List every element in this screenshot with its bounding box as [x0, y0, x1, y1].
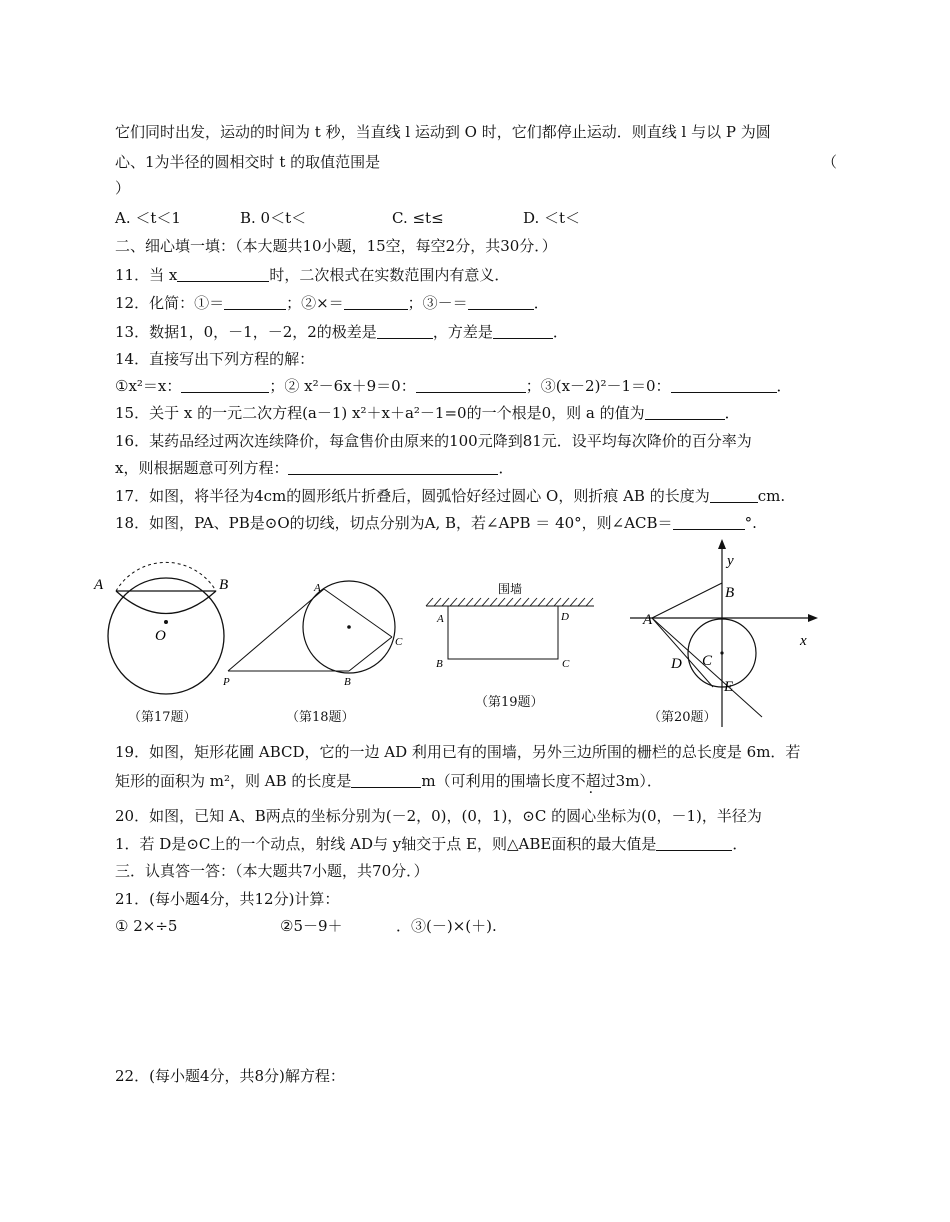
q15 — [115, 403, 740, 423]
q12-part4: ． — [533, 294, 549, 312]
fig18-center-point — [347, 625, 351, 629]
q14-blank-3[interactable] — [671, 378, 777, 393]
q16-line1: 16．某药品经过两次连续降价，每盒售价由原来的100元降到81元．设平均每次降价的百分率为 — [115, 432, 752, 450]
q13-part2: ，方差是 — [432, 323, 493, 341]
q13 — [115, 322, 568, 342]
q12-blank-1[interactable] — [224, 295, 286, 310]
q13-blank-2[interactable] — [493, 324, 553, 339]
q10-line2-text: 心、1为半径的圆相交时 t 的取值范围是 — [115, 153, 381, 171]
fig19-label-d: D — [561, 611, 569, 623]
q15-blank[interactable] — [645, 405, 725, 420]
q22-intro: 22．(每小题4分，共8分)解方程： — [115, 1067, 345, 1085]
q19-part1: 矩形的面积为 m²，则 AB 的长度是 — [115, 772, 352, 790]
q18-part1: 18．如图，PA、PB是⊙O的切线，切点分别为A, B，若∠APB ＝ 40°，则∠ACB＝ — [115, 514, 673, 532]
q11 — [115, 265, 509, 285]
q10-option-d: D. ＜t＜ — [523, 209, 581, 227]
q14-intro: 14．直接写出下列方程的解： — [115, 350, 315, 368]
q21-item-1: ① 2×÷5 — [115, 917, 178, 935]
fig20-label-y: y — [727, 553, 734, 569]
fig20-caption: （第20题） — [648, 710, 717, 725]
q11-pre: 11．当 x — [115, 266, 178, 284]
fig19-label-c: C — [562, 658, 570, 670]
q21-item-3: ．③(－)×(＋). — [396, 917, 497, 935]
q16-blank[interactable] — [288, 460, 498, 475]
q17-part1: 17．如图，将半径为4cm的圆形纸片折叠后，圆弧恰好经过圆心 O，则折痕 AB 的长度为 — [115, 487, 710, 505]
q10-paren-open: （ — [822, 153, 838, 171]
q14-part1: ①x²＝x： — [115, 377, 182, 395]
fig20-y-arrow — [718, 539, 726, 549]
q11-blank[interactable] — [177, 267, 269, 282]
q16-text: x，则根据题意可列方程： — [115, 459, 289, 477]
fig18-label-c: C — [395, 636, 403, 648]
fig19-label-b: B — [436, 658, 443, 670]
fig19-fence — [448, 606, 558, 659]
section3-header: 三．认真答一答：（本大题共7小题，共70分．） — [115, 862, 429, 880]
q14 — [115, 376, 792, 396]
q11-post: 时，二次根式在实数范围内有意义． — [269, 266, 510, 284]
q17-blank[interactable] — [710, 488, 758, 503]
fig18-chord-ac — [324, 589, 392, 637]
fig19-caption: （第19题） — [475, 695, 544, 710]
q10-option-c: C. ≤t≤ — [392, 209, 444, 227]
fig18-caption: （第18题） — [286, 710, 355, 725]
q12-blank-2[interactable] — [344, 295, 408, 310]
fig17-caption: （第17题） — [128, 710, 197, 725]
fig20-label-b: B — [725, 585, 735, 601]
q15-part1: 15．关于 x 的一元二次方程(a－1) x²＋x＋a²－1=0的一个根是0，则 a 的值为 — [115, 404, 645, 422]
fig18-label-p: P — [223, 676, 230, 688]
fig17-folded-arc — [116, 591, 216, 614]
fig20-label-c: C — [702, 653, 713, 669]
q13-blank-1[interactable] — [377, 324, 433, 339]
q18-blank[interactable] — [673, 515, 745, 530]
fig20-x-arrow — [808, 614, 818, 622]
q19-blank[interactable] — [351, 773, 421, 788]
fig19-wall-label: 围墙 — [498, 582, 523, 596]
q19-line2 — [115, 771, 662, 791]
fig19-wall-hatch — [426, 598, 593, 606]
q21-item-2: ②5－9＋ — [280, 917, 343, 935]
q19-part3: 3m）． — [615, 772, 662, 790]
q18 — [115, 513, 757, 533]
q12 — [115, 293, 549, 313]
fig20-label-d: D — [671, 656, 682, 672]
fig20-label-e: E — [724, 679, 734, 695]
q10-option-b: B. 0＜t＜ — [240, 209, 307, 227]
q20-line2 — [115, 834, 747, 854]
q14-part3: ；③(x－2)²－1＝0： — [525, 377, 671, 395]
q14-part2: ；② x²－6x＋9＝0： — [269, 377, 416, 395]
q12-blank-3[interactable] — [468, 295, 534, 310]
q13-part3: ． — [552, 323, 568, 341]
section2-header: 二、细心填一填：（本大题共10小题，15空，每空2分，共30分．） — [115, 237, 557, 255]
fig17-circle — [108, 578, 224, 694]
fig17-label-o: O — [155, 628, 166, 644]
q20-line1: 20．如图，已知 A、B两点的坐标分别为(－2，0)，(0，1)，⊙C 的圆心坐标为(0，－1)，半径为 — [115, 807, 762, 825]
q17-part2: cm. — [757, 487, 786, 505]
fig18-label-b: B — [344, 676, 351, 688]
q17 — [115, 486, 785, 506]
fig20-center-point — [720, 651, 723, 654]
q15-part2: ． — [724, 404, 740, 422]
fig18-tangent-pa — [228, 589, 324, 671]
q21-intro: 21．(每小题4分，共12分)计算： — [115, 890, 340, 908]
q12-part3: ；③－＝ — [407, 294, 468, 312]
q10-line2 — [115, 152, 380, 172]
fig20-segment-ab — [652, 583, 722, 618]
q19-emphasis: 不超过 — [570, 772, 616, 790]
q13-part1: 13．数据1，0，－1，－2，2的极差是 — [115, 323, 377, 341]
fig20-label-a: A — [643, 612, 653, 628]
q14-blank-1[interactable] — [181, 378, 269, 393]
q19-part2: m（可利用的围墙长度 — [421, 772, 571, 790]
q16-line2 — [115, 458, 513, 478]
q12-part2: ；②×＝ — [286, 294, 344, 312]
q14-blank-2[interactable] — [416, 378, 526, 393]
q18-part2: °. — [744, 514, 757, 532]
fig17-dashed-arc — [116, 562, 216, 591]
fig18-label-a: A — [314, 582, 321, 594]
q20-part2: ． — [732, 835, 748, 853]
q10-paren-close: ） — [115, 179, 131, 197]
q19-line1: 19．如图，矩形花圃 ABCD，它的一边 AD 利用已有的围墙，另外三边所围的栅栏的总长度是 6m．若 — [115, 743, 801, 761]
fig20-label-x: x — [800, 633, 807, 649]
q14-part4: ． — [776, 377, 792, 395]
fig17-label-a: A — [94, 577, 104, 593]
q10-option-a: A. ＜t＜1 — [115, 209, 181, 227]
figure-20 — [625, 535, 825, 731]
fig19-label-a: A — [437, 613, 444, 625]
q16-end: ． — [498, 459, 514, 477]
figure-18 — [218, 575, 408, 690]
fig17-label-b: B — [219, 577, 229, 593]
q20-part1: 1．若 D是⊙C上的一个动点，射线 AD与 y轴交于点 E，则△ABE面积的最大值是 — [115, 835, 657, 853]
q20-blank[interactable] — [656, 836, 732, 851]
q10-line1: 它们同时出发，运动的时间为 t 秒，当直线 l 运动到 O 时，它们都停止运动．则直线 l 与以 P 为圆 — [115, 123, 771, 141]
figure-19 — [420, 572, 600, 682]
fig17-center-point — [164, 620, 168, 624]
q12-part1: 12．化简：①＝ — [115, 294, 225, 312]
